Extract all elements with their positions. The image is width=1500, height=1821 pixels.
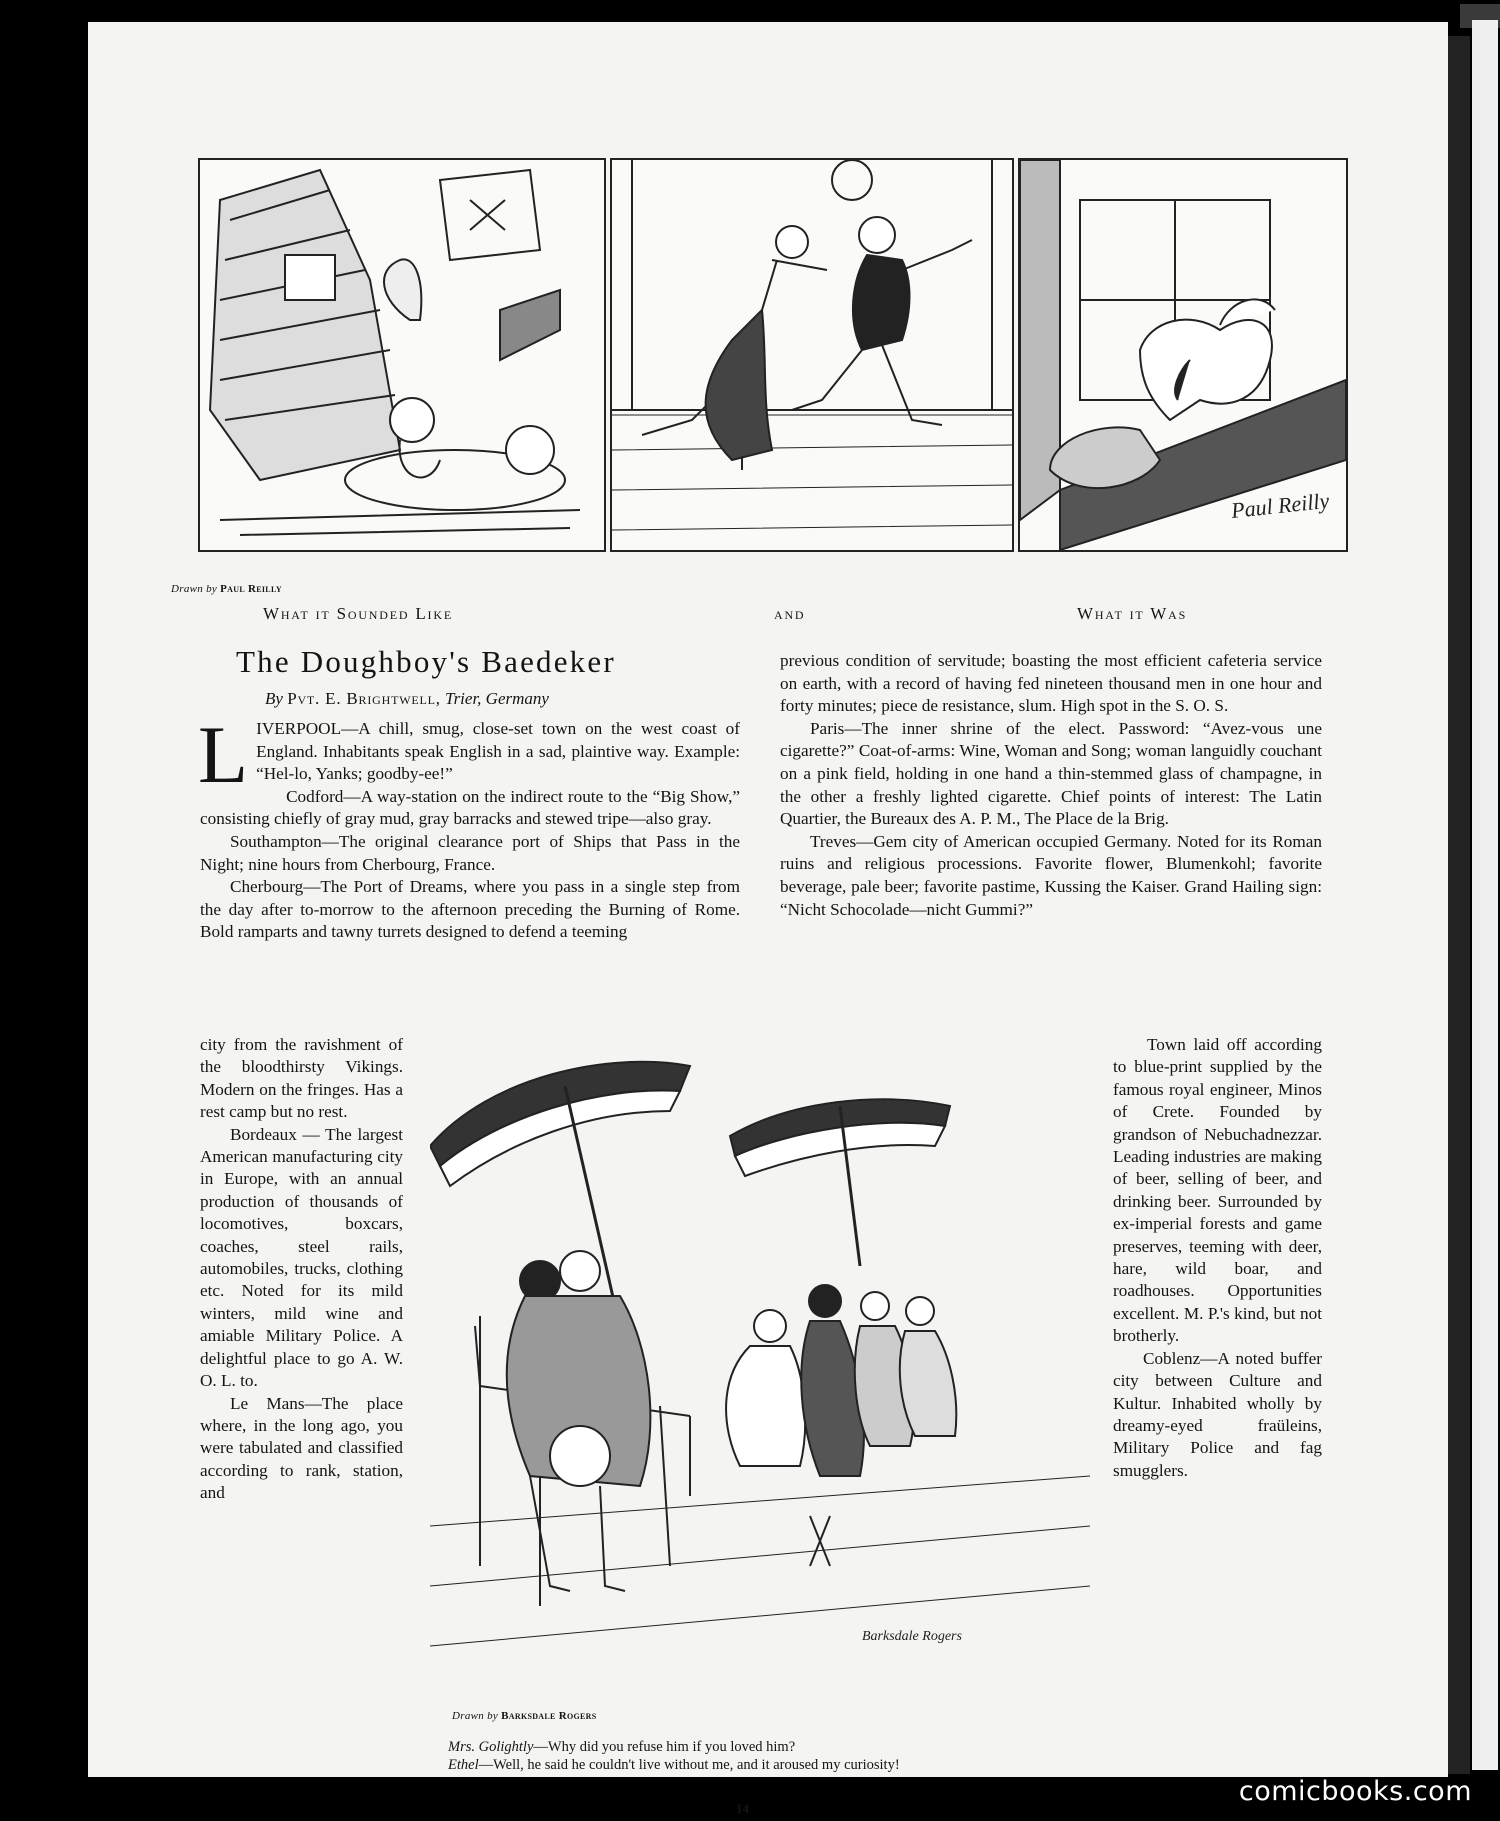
dropcap-l: L [198, 709, 249, 800]
illustration-credit-prefix: Drawn by [452, 1710, 499, 1722]
entry-sos-continued: previous condition of servitude; boasting the most efficient cafeteria service on earth, with a record of having fed nineteen thousand men in one hour and forty minutes; piece de resistance, slum. High spot in the S. O. S. [780, 651, 1322, 716]
panel-1-drawing [200, 160, 604, 550]
entry-le-mans: Le Mans—The place where, in the long ago, you were tabulated and classified according to rank, station, and [200, 1393, 403, 1503]
entry-liverpool: IVERPOOL—A chill, smug, close-set town on the west coast of England. Inhabitants speak English in a sad, plaintive way. Example: “Hel-lo, Yanks; goodby-ee!” [256, 719, 740, 784]
panel-3-signature: Paul Reilly [1229, 487, 1331, 523]
cartoon-panel-3 [1018, 158, 1348, 552]
entry-bordeaux: Bordeaux — The largest American manufacturing city in Europe, with an annual production of thousands of locomotives, boxcars, coaches, steel rails, automobiles, trucks, clothing etc. Noted for its mild winters, mild wine and amiable Military Police. A delightful place to go A. W. O. L. to. [200, 1124, 403, 1391]
illustration-credit-name: Barksdale Rogers [501, 1710, 597, 1722]
entry-coblenz: Coblenz—A noted buffer city between Culture and Kultur. Inhabited wholly by dreamy-eyed fraüleins, Military Police and fag smugglers. [1113, 1348, 1322, 1480]
right-column-upper [780, 650, 1322, 921]
panel-2-drawing [612, 160, 1012, 550]
caption-sounded-like: What it Sounded Like [263, 604, 453, 623]
caption-text-1: —Why did you refuse him if you loved him? [533, 1739, 796, 1755]
entry-treves: Treves—Gem city of American occupied Germany. Noted for its Roman ruins and religious processions. Favorite flower, Blumenkohl; favorite beverage, pale beer; favorite pastime, Kussing the Kaiser. Grand Hailing sign: “Nicht Schocolade—nicht Gummi?” [780, 831, 1322, 919]
right-column-narrow [1113, 1034, 1322, 1482]
article-byline [265, 689, 549, 709]
caption-speaker-1: Mrs. Golightly [448, 1739, 534, 1755]
caption-line-1 [448, 1738, 900, 1756]
entry-southampton: Southampton—The original clearance port of Ships that Pass in the Night; nine hours from Cherbourg, France. [200, 831, 740, 874]
illustration-caption [448, 1738, 900, 1774]
cartoon-panel-2 [610, 158, 1014, 552]
cartoon-credit [171, 583, 282, 595]
panel-3-drawing [1020, 160, 1346, 550]
umbrella-illustration [430, 1046, 1090, 1658]
cartoon-credit-name: Paul Reilly [220, 583, 282, 595]
cartoon-credit-prefix: Drawn by [171, 583, 218, 595]
page-number: 14 [736, 1801, 749, 1816]
byline-place: Trier, Germany [445, 689, 549, 708]
entry-codford: Codford—A way-station on the indirect route to the “Big Show,” consisting chiefly of gray mud, gray barracks and stewed tripe—also gray. [200, 786, 740, 829]
caption-speaker-2: Ethel [448, 1757, 479, 1773]
caption-and: and [774, 604, 806, 623]
left-column-narrow [200, 1034, 403, 1505]
page-spine [1448, 36, 1470, 1774]
cartoon-panel-1 [198, 158, 606, 552]
illustration-signature: Barksdale Rogers [862, 1629, 962, 1644]
watermark: comicbooks.com [1238, 1776, 1472, 1807]
article-title: The Doughboy's Baedeker [236, 644, 616, 679]
illustration-credit [452, 1710, 596, 1722]
byline-author: Pvt. E. Brightwell, [287, 689, 441, 708]
caption-line-2 [448, 1756, 900, 1774]
caption-text-2: —Well, he said he couldn't live without me, and it aroused my curiosity! [478, 1757, 900, 1773]
caption-what-it-was: What it Was [1077, 604, 1188, 623]
entry-cherbourg-a: Cherbourg—The Port of Dreams, where you pass in a single step from the day after to-morrow to the afternoon preceding the Burning of Rome. Bold ramparts and tawny turrets designed to defend a teeming [200, 877, 740, 942]
entry-paris: Paris—The inner shrine of the elect. Password: “Avez-vous une cigarette?” Coat-of-arms: Wine, Woman and Song; woman languidly couchant on a pink field, holding in one hand a thin-stemmed glass of champagne, in the other a freshly lighted cigarette. Chief points of interest: The Latin Quartier, the Bureaux des A. P. M., The Place de la Brig. [780, 718, 1322, 829]
left-column-upper [198, 709, 740, 944]
umbrella-drawing [430, 1046, 1090, 1658]
next-page-edge [1472, 20, 1498, 1770]
entry-cherbourg-b: city from the ravishment of the bloodthirsty Vikings. Modern on the fringes. Has a rest camp but no rest. [200, 1035, 403, 1122]
byline-prefix: By [265, 689, 283, 708]
entry-treves-continued: Town laid off according to blue-print supplied by the famous royal engineer, Minos of Crete. Founded by grandson of Nebuchadnezzar. Leading industries are making of beer, selling of beer, and drinking beer. Surrounded by ex-imperial forests and game preserves, teeming with deer, hare, wild boar, and roadhouses. Opportunities excellent. M. P.'s kind, but not brotherly. [1113, 1035, 1322, 1346]
